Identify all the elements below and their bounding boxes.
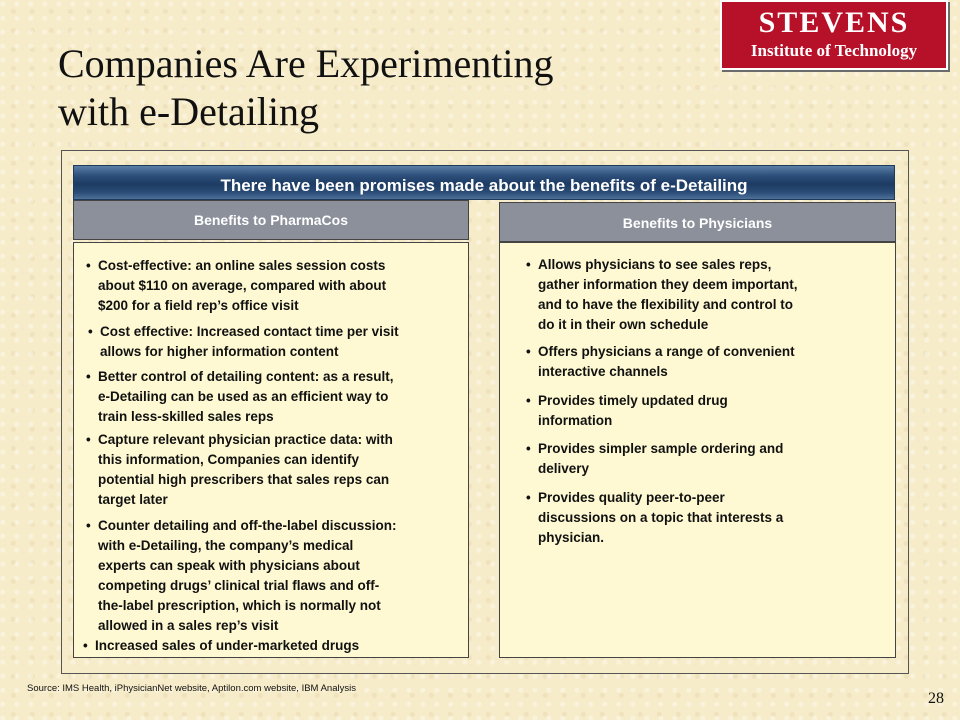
physicians-bullet [526,391,886,431]
bullet-dot: • [83,638,88,653]
bullet-dot: • [86,518,91,533]
pharmacos-bullet [88,322,458,362]
source-note: Source: IMS Health, iPhysicianNet website, Aptilon.com website, IBM Analysis [27,683,356,694]
title-line-1: Companies Are Experimenting [58,41,554,86]
pharmacos-bullet [86,256,456,316]
bullet-text: Capture relevant physician practice data: with this information, Companies can identify potential high prescribers that sales reps can target later [98,432,393,507]
bullet-dot: • [526,490,531,505]
pharmacos-bullet [86,430,456,510]
promises-banner: There have been promises made about the benefits of e-Detailing [73,165,895,200]
bullet-dot: • [526,344,531,359]
logo-subtitle: Institute of Technology [750,41,918,60]
bullet-dot: • [86,369,91,384]
bullet-dot: • [88,324,93,339]
stevens-logo [720,0,948,70]
logo-name: STEVENS [758,6,910,39]
pharmacos-bullet [86,516,456,636]
bullet-text: Offers physicians a range of convenient interactive channels [538,344,795,379]
physicians-header: Benefits to Physicians [499,202,896,242]
bullet-dot: • [526,257,531,272]
bullet-text: Cost-effective: an online sales session costs about $110 on average, compared with about $200 for a field rep’s office visit [98,258,387,313]
pharmacos-header: Benefits to PharmaCos [73,200,469,240]
bullet-text: Counter detailing and off-the-label discussion: with e-Detailing, the company’s medical experts can speak with physicians about competing drugs’ clinical trial flaws and off- the-label prescription, which is normally not allowed in a sales rep’s visit [98,518,397,633]
bullet-text: Better control of detailing content: as a result, e-Detailing can be used as an efficient way to train less-skilled sales reps [98,369,394,424]
bullet-text: Allows physicians to see sales reps, gather information they deem important, and to have the flexibility and control to do it in their own schedule [538,257,798,332]
bullet-text: Cost effective: Increased contact time per visit allows for higher information content [100,324,399,359]
bullet-dot: • [526,393,531,408]
page-number: 28 [928,690,944,707]
physicians-bullet [526,342,886,382]
bullet-dot: • [526,441,531,456]
physicians-bullet [526,255,886,335]
bullet-dot: • [86,258,91,273]
physicians-bullet [526,439,886,479]
physicians-bullet [526,488,886,548]
bullet-text: Provides simpler sample ordering and delivery [538,441,784,476]
bullet-text: Increased sales of under-marketed drugs [95,638,360,653]
slide-title [58,40,678,136]
bullet-text: Provides quality peer-to-peer discussions on a topic that interests a physician. [538,490,784,545]
bullet-text: Provides timely updated drug information [538,393,728,428]
bullet-dot: • [86,432,91,447]
pharmacos-bullet [83,636,453,656]
title-line-2: with e-Detailing [58,89,320,134]
pharmacos-bullet [86,367,456,427]
